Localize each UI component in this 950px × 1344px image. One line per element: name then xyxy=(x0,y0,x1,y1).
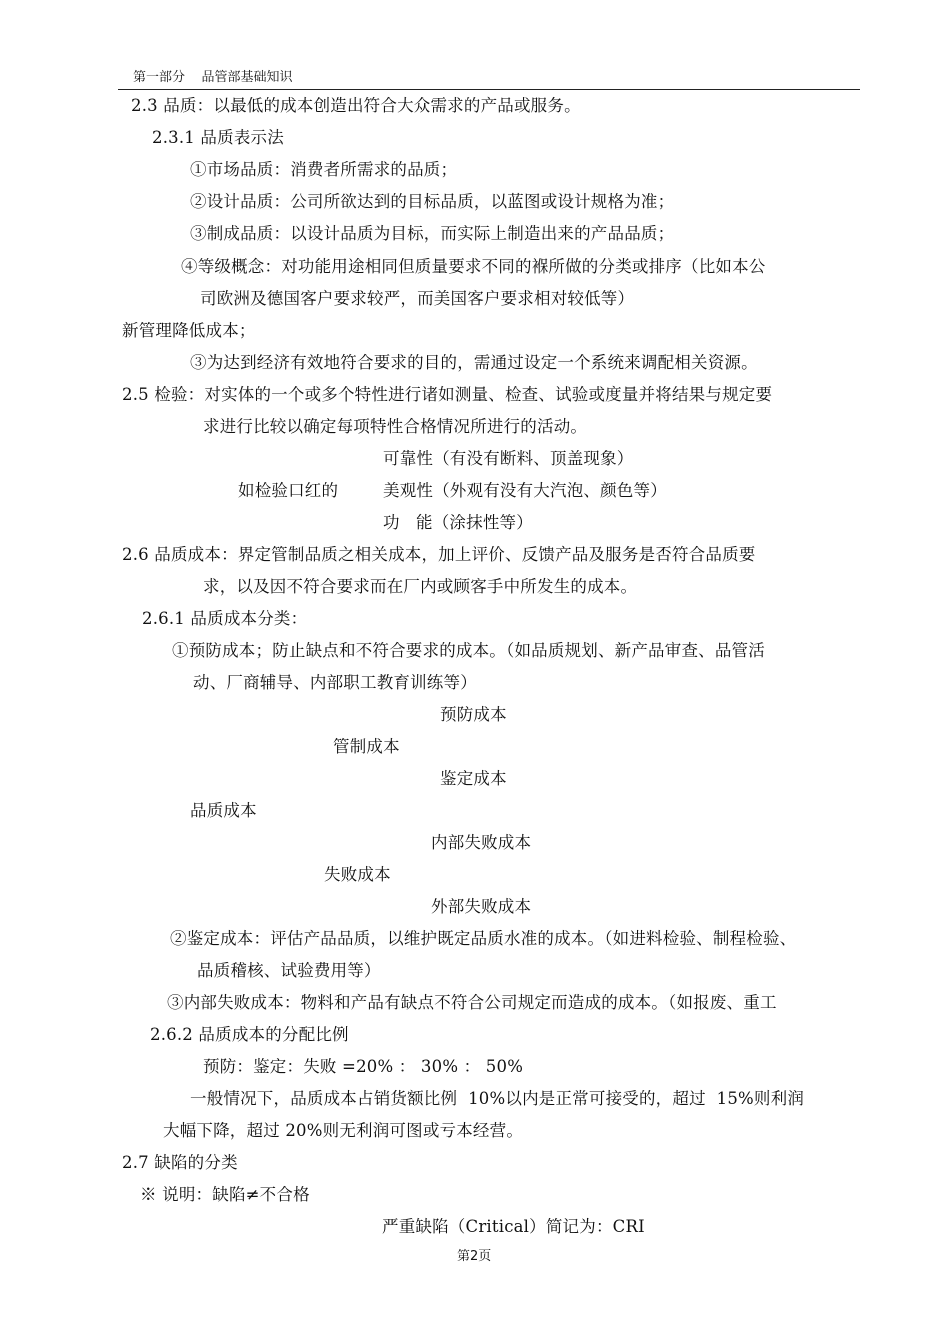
section-2-6-1: 2.6.1 品质成本分类： xyxy=(142,609,308,628)
item-market-quality: ①市场品质：消费者所需求的品质； xyxy=(190,160,458,179)
lipstick-label: 如检验口红的 xyxy=(238,481,339,500)
section-2-5: 2.5 检验：对实体的一个或多个特性进行诸如测量、检查、试验或度量并将结果与规定要 xyxy=(122,385,773,404)
page-header: 第一部分 品管部基础知识 xyxy=(133,70,293,85)
cost-ratio: 预防：鉴定：失败 =20% ： 30% ： 50% xyxy=(203,1057,524,1076)
item-appraisal-cost: ②鉴定成本：评估产品品质，以维护既定品质水准的成本。（如进料检验、制程检验、 xyxy=(170,929,797,948)
item-grade-concept: ④等级概念：对功能用途相同但质量要求不同的褓所做的分类或排序（比如本公 xyxy=(181,257,766,276)
tree-failure-cost: 失败成本 xyxy=(324,865,391,884)
item-design-quality: ②设计品质：公司所欲达到的目标品质，以蓝图或设计规格为准； xyxy=(190,192,675,211)
section-2-6: 2.6 品质成本：界定管制品质之相关成本，加上评价、反馈产品及服务是否符合品质要 xyxy=(122,545,756,564)
item-prevention-cost-cont: 动、厂商辅导、内部职工教育训练等） xyxy=(193,673,477,692)
text-line: 新管理降低成本； xyxy=(122,321,256,340)
item-grade-concept-cont: 司欧洲及德国客户要求较严，而美国客户要求相对较低等） xyxy=(200,289,635,308)
tree-quality-cost: 品质成本 xyxy=(190,801,257,820)
tree-prevention-cost: 预防成本 xyxy=(440,705,507,724)
item-appraisal-cost-cont: 品质稽核、试验费用等） xyxy=(197,961,381,980)
text-line: ③为达到经济有效地符合要求的目的，需通过设定一个系统来调配相关资源。 xyxy=(190,353,758,372)
critical-defect-line: 严重缺陷（Critical）简记为：CRI xyxy=(382,1217,645,1236)
cost-paragraph: 一般情况下，品质成本占销货额比例 10%以内是正常可接受的，超过 15%则利润 xyxy=(190,1089,805,1108)
tree-appraisal-cost: 鉴定成本 xyxy=(440,769,507,788)
tree-external-failure: 外部失败成本 xyxy=(431,897,532,916)
section-2-6-2: 2.6.2 品质成本的分配比例 xyxy=(150,1025,349,1044)
section-2-6-cont: 求，以及因不符合要求而在厂内或顾客手中所发生的成本。 xyxy=(203,577,638,596)
section-2-3: 2.3 品质：以最低的成本创造出符合大众需求的产品或服务。 xyxy=(131,96,581,115)
tree-internal-failure: 内部失败成本 xyxy=(431,833,532,852)
cost-paragraph-cont: 大幅下降，超过 20%则无利润可图或亏本经营。 xyxy=(163,1121,524,1140)
item-internal-failure-cost: ③内部失败成本：物料和产品有缺点不符合公司规定而造成的成本。（如报废、重工 xyxy=(167,993,777,1012)
lipstick-function: 功 能（涂抹性等） xyxy=(383,513,533,532)
page-number: 第2页 xyxy=(457,1249,492,1264)
section-2-3-1: 2.3.1 品质表示法 xyxy=(152,128,284,147)
note-line: ※ 说明：缺陷≠不合格 xyxy=(140,1185,310,1204)
section-2-7: 2.7 缺陷的分类 xyxy=(122,1153,238,1172)
lipstick-reliability: 可靠性（有没有断料、顶盖现象） xyxy=(383,449,634,468)
section-2-5-cont: 求进行比较以确定每项特性合格情况所进行的活动。 xyxy=(203,417,588,436)
item-prevention-cost: ①预防成本；防止缺点和不符合要求的成本。（如品质规划、新产品审查、品管活 xyxy=(172,641,765,660)
item-made-quality: ③制成品质：以设计品质为目标，而实际上制造出来的产品品质； xyxy=(190,224,675,243)
header-rule xyxy=(118,89,860,90)
lipstick-appearance: 美观性（外观有没有大汽泡、颜色等） xyxy=(383,481,667,500)
tree-control-cost: 管制成本 xyxy=(333,737,400,756)
